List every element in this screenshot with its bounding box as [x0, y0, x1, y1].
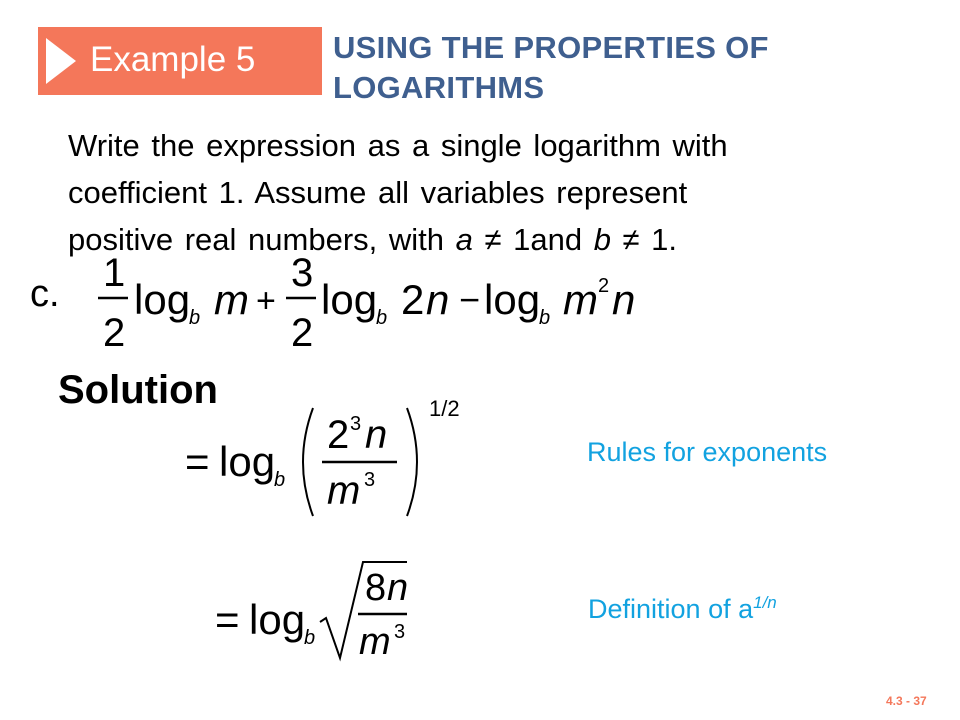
coef1-numerator: 1 — [103, 251, 126, 295]
solution-heading: Solution — [58, 368, 218, 412]
play-arrow-icon — [46, 38, 76, 84]
step2-denominator-variable: m — [359, 621, 391, 663]
step2-numerator: 8 — [365, 567, 387, 609]
left-paren-icon — [303, 408, 313, 516]
step2-rule-text: Definition of a — [588, 594, 754, 624]
problem-statement — [68, 122, 898, 263]
log-1-argument: m — [214, 276, 249, 323]
step2-equals: = — [215, 596, 240, 643]
step2-denominator-exponent: 3 — [394, 621, 406, 643]
solution-step-2 — [205, 550, 435, 670]
step2-numerator-variable: n — [387, 567, 409, 609]
step2-rule — [588, 593, 777, 625]
given-expression — [90, 248, 650, 358]
log-3-argument-n: n — [612, 276, 636, 323]
example-banner — [38, 27, 322, 95]
slide-title — [333, 28, 933, 108]
step1-denominator-variable: m — [327, 469, 361, 513]
step1-log-base: b — [274, 469, 286, 491]
example-label: Example 5 — [90, 40, 256, 79]
prompt-line-3-middle: ≠ 1and — [472, 222, 594, 257]
prompt-line-3-suffix: ≠ 1. — [610, 222, 678, 257]
plus-sign: + — [256, 282, 276, 320]
step1-outer-exponent: 1/2 — [429, 396, 460, 421]
step1-numerator-exponent: 3 — [350, 413, 362, 435]
coef2-denominator: 2 — [291, 311, 314, 355]
step1-denominator-exponent: 3 — [364, 469, 376, 491]
log-3: log — [484, 276, 541, 323]
log-3-argument-exponent: 2 — [598, 275, 610, 297]
step1-numerator-variable: n — [365, 413, 388, 457]
step1-equals: = — [185, 438, 210, 485]
part-label: c. — [30, 273, 60, 315]
step1-rule: Rules for exponents — [587, 437, 828, 467]
log-2: log — [321, 276, 378, 323]
log-2-argument-variable: n — [426, 276, 450, 323]
step1-numerator-base: 2 — [327, 413, 350, 457]
step2-log-base: b — [304, 627, 316, 649]
variable-a: a — [455, 222, 473, 257]
minus-sign: − — [459, 279, 481, 320]
log-1: log — [134, 276, 191, 323]
prompt-line-1: Write the expression as a single logarithm with — [68, 128, 728, 163]
log-3-base: b — [539, 307, 551, 329]
log-1-base: b — [189, 307, 201, 329]
variable-b: b — [593, 222, 611, 257]
log-2-base: b — [376, 307, 388, 329]
solution-step-1 — [185, 392, 465, 522]
coef2-numerator: 3 — [291, 251, 314, 295]
step1-log: log — [219, 438, 276, 485]
title-line-1: USING THE PROPERTIES OF — [333, 30, 769, 65]
step2-log: log — [249, 596, 306, 643]
right-paren-icon — [407, 408, 417, 516]
log-3-argument-m: m — [563, 276, 598, 323]
title-line-2: LOGARITHMS — [333, 70, 545, 105]
log-2-argument-coefficient: 2 — [401, 276, 425, 323]
prompt-line-2: coefficient 1. Assume all variables represent — [68, 175, 688, 210]
step2-rule-exponent: 1/n — [753, 593, 777, 612]
coef1-denominator: 2 — [103, 311, 126, 355]
slide-number: 4.3 - 37 — [886, 694, 927, 708]
prompt-line-3-prefix: positive real numbers, with — [68, 222, 456, 257]
